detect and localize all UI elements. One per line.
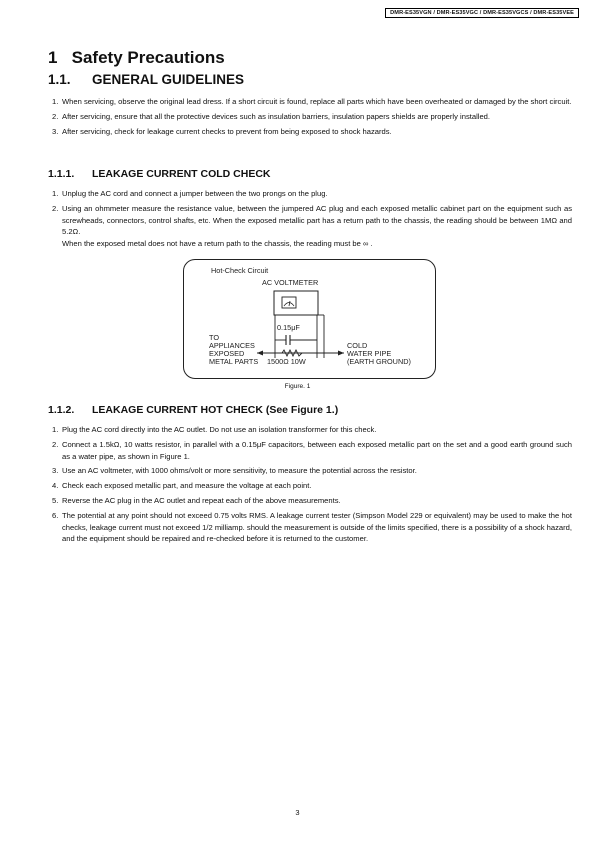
general-guidelines-heading (48, 72, 244, 87)
circuit-title: Hot-Check Circuit (211, 266, 269, 275)
list-item (52, 465, 572, 477)
left-label-line: EXPOSED (209, 349, 245, 358)
right-label-line: COLD (347, 341, 368, 350)
item-number: 4. (52, 481, 59, 491)
list-item (52, 480, 572, 492)
hot-check-list (52, 424, 572, 548)
item-number: 5. (52, 495, 59, 505)
item-number: 2. (52, 203, 59, 213)
item-text: Reverse the AC plug in the AC outlet and repeat each of the above measurements. (62, 495, 341, 505)
item-text: Using an ohmmeter measure the resistance value, between the jumpered AC plug and each exposed metallic cabinet part on the equipment such as screwheads, connectors, control shafts, etc. When the exposed metallic part has a return path to the chassis, the reading should be between 1MΩ and 5.2Ω. (62, 203, 572, 237)
list-item (52, 126, 572, 138)
list-item (52, 96, 572, 108)
general-guidelines-list (52, 96, 572, 140)
item-text: Use an AC voltmeter, with 1000 ohms/volt or more sensitivity, to measure the potential across the resistor. (62, 466, 417, 476)
item-number: 1. (52, 97, 59, 106)
list-item (52, 188, 572, 200)
figure-caption: Figure. 1 (284, 383, 311, 390)
list-item (52, 495, 572, 507)
right-label-line: WATER PIPE (347, 349, 392, 358)
cold-check-list (52, 188, 572, 253)
item-number: 1. (52, 189, 59, 198)
model-number-box: DMR-ES35VGN / DMR-ES35VGC / DMR-ES35VGCS / DMR-ES35VEE (385, 8, 579, 18)
meter-needle (289, 301, 290, 306)
section-title-text: Safety Precautions (71, 48, 225, 67)
voltmeter-label: AC VOLTMETER (262, 278, 319, 287)
list-item (52, 203, 572, 250)
heading-number: 1.1.2. (48, 404, 75, 416)
heading-text: LEAKAGE CURRENT HOT CHECK (See Figure 1.) (92, 404, 339, 416)
capacitor-label: 0.15μF (277, 323, 300, 332)
item-number: 3. (52, 126, 59, 136)
heading-number: 1.1. (48, 72, 71, 87)
item-number: 1. (52, 425, 59, 434)
item-text: Connect a 1.5kΩ, 10 watts resistor, in parallel with a 0.15μF capacitors, between each exposed metallic part on the set and a good earth ground such as a water pipe, as shown in Figure 1. (62, 439, 572, 461)
list-item (52, 439, 572, 463)
item-text: The potential at any point should not exceed 0.75 volts RMS. A leakage current tester (Simpson Model 229 or equivalent) may be used to make the hot checks, leakage current must not exceed 1/2 milliamp. should the measurement is outside of the limits specified, there is a possibility of a shock hazard, and the equipment should be repaired and re-checked before it is returned to the customer. (62, 510, 572, 544)
section-number: 1 (48, 48, 58, 67)
item-text: Plug the AC cord directly into the AC outlet. Do not use an isolation transformer for this check. (62, 425, 377, 434)
item-text: After servicing, ensure that all the protective devices such as insulation barriers, insulation papers shields are properly installed. (62, 111, 491, 121)
heading-text: LEAKAGE CURRENT COLD CHECK (92, 168, 271, 180)
left-label-line: METAL PARTS (209, 357, 259, 366)
hot-check-heading (48, 404, 338, 416)
section-title (48, 48, 225, 68)
item-text: After servicing, check for leakage current checks to prevent from being exposed to shock hazards. (62, 126, 392, 136)
page-number: 3 (295, 808, 300, 817)
left-label-line: TO (209, 333, 220, 342)
heading-number: 1.1.1. (48, 168, 75, 180)
item-number: 2. (52, 439, 59, 449)
resistor-label: 1500Ω 10W (267, 357, 306, 366)
cold-check-heading (48, 168, 271, 180)
list-item (52, 510, 572, 545)
item-extra-text: When the exposed metal does not have a return path to the chassis, the reading must be ∞ . (62, 239, 373, 249)
hot-check-circuit-diagram (184, 260, 435, 378)
right-arrow-icon (338, 351, 344, 356)
right-label-line: (EARTH GROUND) (347, 357, 411, 366)
item-number: 6. (52, 510, 59, 520)
hot-check-circuit-figure (183, 259, 436, 379)
item-text: When servicing, observe the original lead dress. If a short circuit is found, replace all parts which have been overheated or damaged by the short circuit. (62, 97, 572, 106)
heading-text: GENERAL GUIDELINES (92, 72, 245, 87)
left-arrow-icon (257, 351, 263, 356)
item-number: 2. (52, 111, 59, 121)
item-number: 3. (52, 466, 59, 476)
item-text: Check each exposed metallic part, and measure the voltage at each point. (62, 481, 312, 491)
list-item (52, 424, 572, 436)
list-item (52, 111, 572, 123)
left-label-line: APPLIANCES (209, 341, 255, 350)
item-text: Unplug the AC cord and connect a jumper between the two prongs on the plug. (62, 189, 328, 198)
